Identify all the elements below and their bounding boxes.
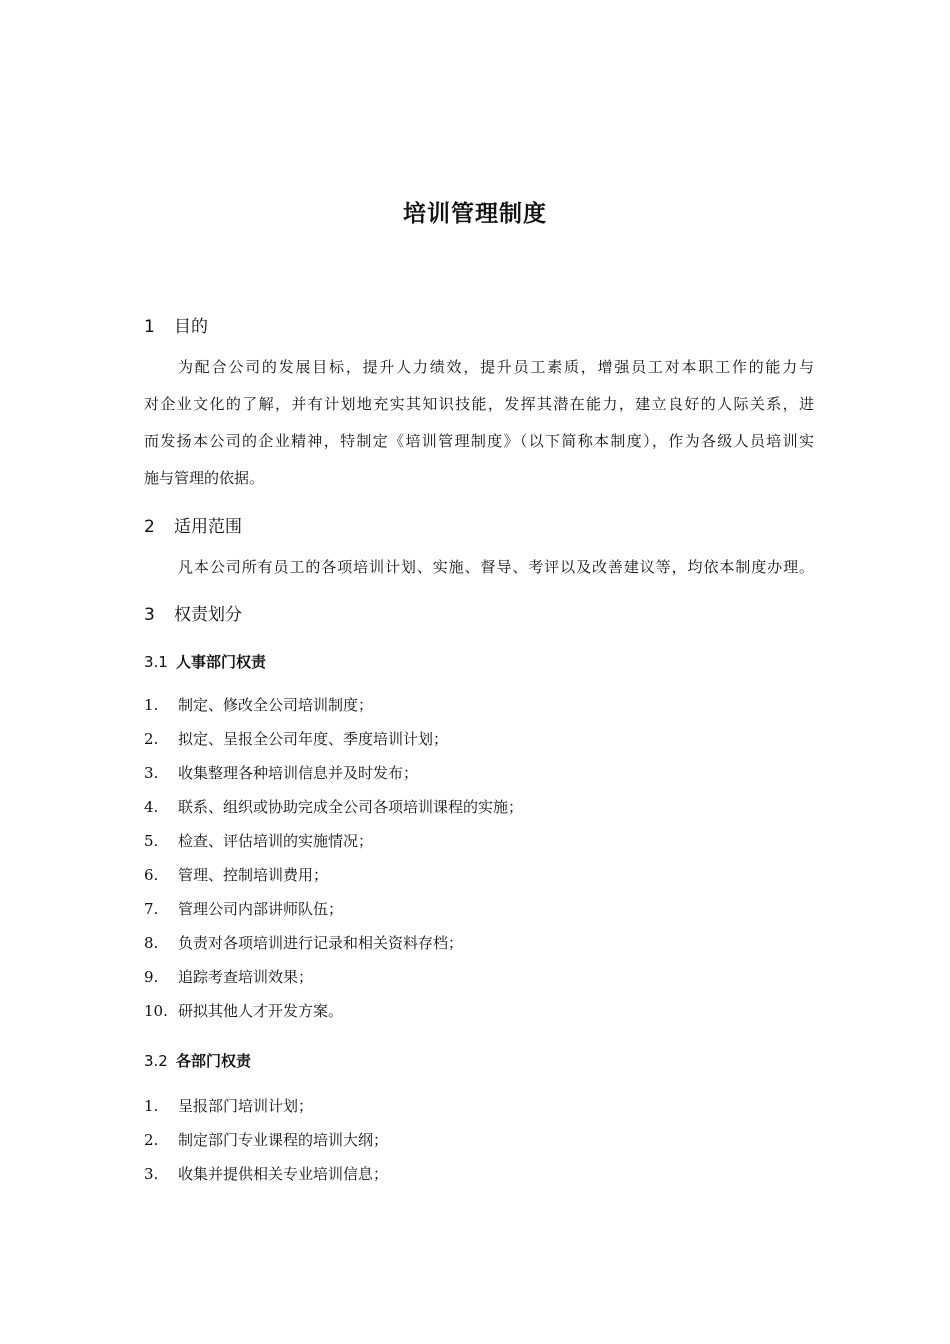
list-item bbox=[144, 756, 523, 790]
list-item bbox=[144, 722, 523, 756]
list-item bbox=[144, 994, 523, 1028]
list-number: 9. bbox=[144, 968, 159, 986]
list-text: 制定、修改全公司培训制度； bbox=[178, 696, 374, 714]
list-item bbox=[144, 926, 523, 960]
list-number: 4. bbox=[144, 798, 159, 816]
list-text: 制定部门专业课程的培训大纲； bbox=[178, 1131, 389, 1149]
list-number: 2. bbox=[144, 1131, 159, 1149]
list-number: 1. bbox=[144, 1097, 159, 1115]
subsection-number: 3.2 bbox=[144, 1052, 168, 1070]
document-title: 培训管理制度 bbox=[403, 201, 547, 227]
list-text: 收集并提供相关专业培训信息； bbox=[178, 1165, 389, 1183]
section-heading-responsibilities bbox=[144, 600, 242, 625]
section-title: 适用范围 bbox=[174, 517, 242, 537]
section-title: 目的 bbox=[174, 317, 208, 337]
list-text: 负责对各项培训进行记录和相关资料存档； bbox=[178, 934, 464, 952]
section-heading-purpose bbox=[144, 312, 208, 337]
paragraph-line: 对企业文化的了解，并有计划地充实其知识技能，发挥其潜在能力，建立良好的人际关系，进 bbox=[144, 395, 814, 413]
subsection-title: 各部门权责 bbox=[176, 1052, 252, 1070]
subsection-title: 人事部门权责 bbox=[176, 653, 267, 671]
list-number: 1. bbox=[144, 696, 159, 714]
list-text: 追踪考查培训效果； bbox=[178, 968, 314, 986]
section-number: 1 bbox=[144, 317, 155, 337]
section-heading-scope bbox=[144, 512, 242, 537]
list-item bbox=[144, 1089, 388, 1123]
list-text: 拟定、呈报全公司年度、季度培训计划； bbox=[178, 730, 449, 748]
list-number: 6. bbox=[144, 866, 159, 884]
paragraph-line: 凡本公司所有员工的各项培训计划、实施、督导、考评以及改善建议等，均依本制度办理。 bbox=[178, 558, 814, 576]
subsection-heading-departments bbox=[144, 1050, 251, 1071]
scope-paragraph bbox=[144, 549, 814, 586]
list-number: 10. bbox=[144, 1002, 168, 1020]
paragraph-line: 而发扬本公司的企业精神，特制定《培训管理制度》（以下简称本制度），作为各级人员培训实 bbox=[144, 432, 814, 450]
list-item bbox=[144, 1123, 388, 1157]
list-item bbox=[144, 688, 523, 722]
list-text: 呈报部门培训计划； bbox=[178, 1097, 314, 1115]
list-item bbox=[144, 824, 523, 858]
list-item bbox=[144, 960, 523, 994]
list-number: 3. bbox=[144, 764, 159, 782]
list-item bbox=[144, 1157, 388, 1191]
section-number: 2 bbox=[144, 517, 155, 537]
hr-responsibility-list bbox=[144, 688, 523, 1028]
list-text: 管理、控制培训费用； bbox=[178, 866, 329, 884]
list-item bbox=[144, 858, 523, 892]
subsection-heading-hr bbox=[144, 651, 266, 672]
section-title: 权责划分 bbox=[174, 605, 242, 625]
department-responsibility-list bbox=[144, 1089, 388, 1191]
list-number: 3. bbox=[144, 1165, 159, 1183]
subsection-number: 3.1 bbox=[144, 653, 168, 671]
section-number: 3 bbox=[144, 605, 155, 625]
list-number: 7. bbox=[144, 900, 159, 918]
list-text: 联系、组织或协助完成全公司各项培训课程的实施； bbox=[178, 798, 524, 816]
paragraph-line: 施与管理的依据。 bbox=[144, 469, 265, 487]
list-item bbox=[144, 790, 523, 824]
list-text: 管理公司内部讲师队伍； bbox=[178, 900, 344, 918]
list-number: 8. bbox=[144, 934, 159, 952]
paragraph-line: 为配合公司的发展目标，提升人力绩效，提升员工素质，增强员工对本职工作的能力与 bbox=[178, 358, 814, 376]
list-text: 检查、评估培训的实施情况； bbox=[178, 832, 374, 850]
list-number: 5. bbox=[144, 832, 159, 850]
list-number: 2. bbox=[144, 730, 159, 748]
list-item bbox=[144, 892, 523, 926]
purpose-paragraph bbox=[144, 349, 814, 497]
list-text: 研拟其他人才开发方案。 bbox=[178, 1002, 344, 1020]
list-text: 收集整理各种培训信息并及时发布； bbox=[178, 764, 419, 782]
